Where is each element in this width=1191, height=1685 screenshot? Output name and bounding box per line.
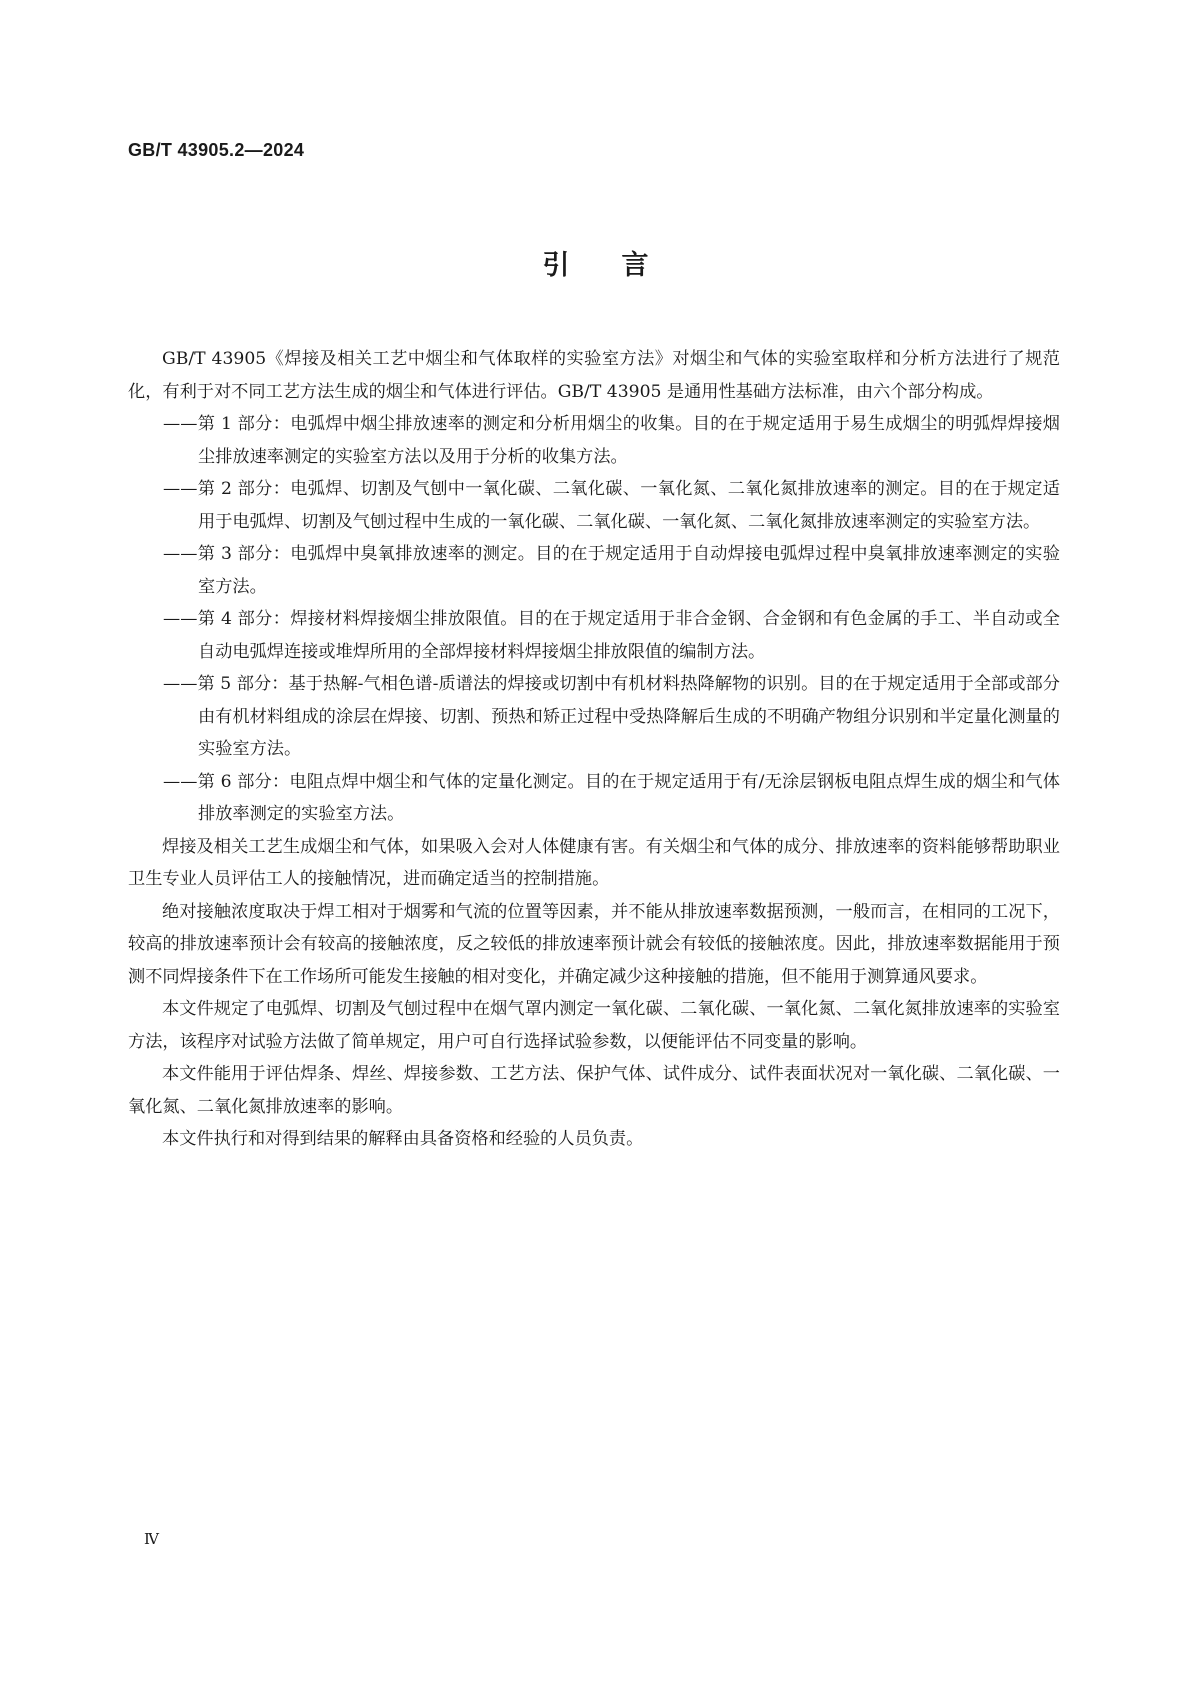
standard-code: GB/T 43905.2—2024 bbox=[128, 140, 305, 160]
scope-paragraph: 本文件规定了电弧焊、切割及气刨过程中在烟气罩内测定一氧化碳、二氧化碳、一氧化氮、二氧化氮排放速率的实验室方法，该程序对试验方法做了简单规定，用户可自行选择试验参数，以便能评估不同变量的影响。 bbox=[128, 999, 1060, 1052]
part-item-2: ——第 2 部分：电弧焊、切割及气刨中一氧化碳、二氧化碳、一氧化氮、二氧化氮排放速率的测定。目的在于规定适用于电弧焊、切割及气刨过程中生成的一氧化碳、二氧化碳、一氧化氮、二氧化氮排放速率测定的实验室方法。 bbox=[163, 479, 1060, 532]
intro-opening-paragraph: GB/T 43905《焊接及相关工艺中烟尘和气体取样的实验室方法》对烟尘和气体的实验室取样和分析方法进行了规范化，有利于对不同工艺方法生成的烟尘和气体进行评估。GB/T 43905 是通用性基础方法标准，由六个部分构成。 bbox=[128, 349, 1060, 402]
page-title: 引言 bbox=[542, 250, 701, 281]
responsibility-paragraph: 本文件执行和对得到结果的解释由具备资格和经验的人员负责。 bbox=[162, 1129, 644, 1149]
part-item-6: ——第 6 部分：电阻点焊中烟尘和气体的定量化测定。目的在于规定适用于有/无涂层钢板电阻点焊生成的烟尘和气体排放率测定的实验室方法。 bbox=[163, 771, 1060, 824]
part-item-4: ——第 4 部分：焊接材料焊接烟尘排放限值。目的在于规定适用于非合金钢、合金钢和有色金属的手工、半自动或全自动电弧焊连接或堆焊所用的全部焊接材料焊接烟尘排放限值的编制方法。 bbox=[163, 609, 1060, 662]
application-paragraph: 本文件能用于评估焊条、焊丝、焊接参数、工艺方法、保护气体、试件成分、试件表面状况对一氧化碳、二氧化碳、一氧化氮、二氧化氮排放速率的影响。 bbox=[128, 1064, 1060, 1117]
page-number: Ⅳ bbox=[144, 1532, 159, 1548]
health-hazard-paragraph: 焊接及相关工艺生成烟尘和气体，如果吸入会对人体健康有害。有关烟尘和气体的成分、排放速率的资料能够帮助职业卫生专业人员评估工人的接触情况，进而确定适当的控制措施。 bbox=[128, 836, 1060, 889]
part-item-1: ——第 1 部分：电弧焊中烟尘排放速率的测定和分析用烟尘的收集。目的在于规定适用于易生成烟尘的明弧焊焊接烟尘排放速率测定的实验室方法以及用于分析的收集方法。 bbox=[163, 414, 1060, 467]
exposure-concentration-paragraph: 绝对接触浓度取决于焊工相对于烟雾和气流的位置等因素，并不能从排放速率数据预测，一般而言，在相同的工况下，较高的排放速率预计会有较高的接触浓度，反之较低的排放速率预计就会有较低的接触浓度。因此，排放速率数据能用于预测不同焊接条件下在工作场所可能发生接触的相对变化，并确定减少这种接触的措施，但不能用于测算通风要求。 bbox=[128, 901, 1060, 987]
introduction-body bbox=[128, 343, 1060, 1156]
part-item-5: ——第 5 部分：基于热解-气相色谱-质谱法的焊接或切割中有机材料热降解物的识别。目的在于规定适用于全部或部分由有机材料组成的涂层在焊接、切割、预热和矫正过程中受热降解后生成的不明确产物组分识别和半定量化测量的实验室方法。 bbox=[163, 674, 1060, 759]
parts-list bbox=[128, 408, 1060, 831]
part-item-3: ——第 3 部分：电弧焊中臭氧排放速率的测定。目的在于规定适用于自动焊接电弧焊过程中臭氧排放速率测定的实验室方法。 bbox=[163, 544, 1060, 597]
